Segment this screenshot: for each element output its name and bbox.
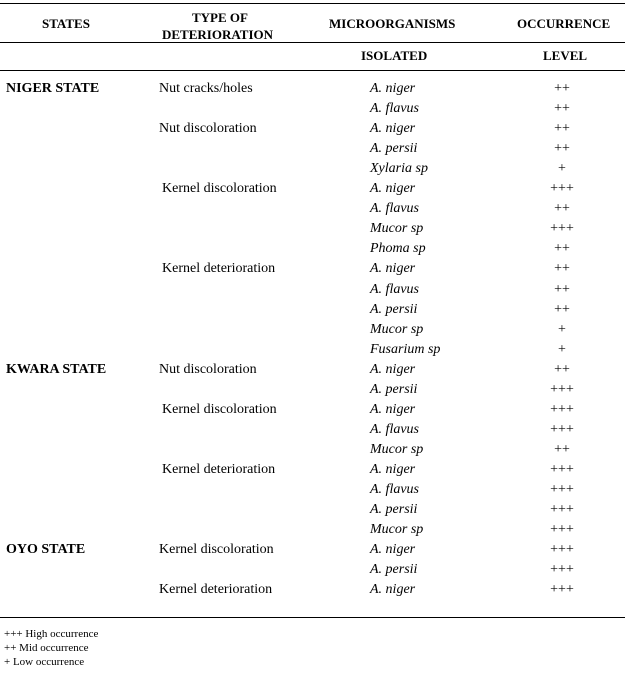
row-occurrence-level: ++ (554, 442, 570, 457)
row-occurrence-level: ++ (554, 81, 570, 96)
row-occurrence-level: ++ (554, 282, 570, 297)
row-microorganism: A. persii (370, 141, 418, 156)
row-deterioration-type: Kernel discoloration (162, 181, 277, 196)
header-micro-line1: MICROORGANISMS (329, 16, 456, 31)
header-bottom-rule (0, 70, 625, 71)
bottom-rule (0, 617, 625, 618)
row-state: OYO STATE (6, 542, 86, 557)
row-occurrence-level: +++ (550, 462, 574, 477)
row-microorganism: A. niger (370, 462, 416, 477)
row-occurrence-level: ++ (554, 141, 570, 156)
row-occurrence-level: + (558, 342, 566, 357)
row-microorganism: A. persii (370, 562, 418, 577)
row-occurrence-level: +++ (550, 382, 574, 397)
row-occurrence-level: ++ (554, 362, 570, 377)
row-microorganism: Fusarium sp (370, 342, 441, 357)
row-microorganism: A. flavus (370, 201, 419, 216)
header-type-line1: TYPE OF (192, 10, 248, 25)
header-divider (0, 42, 625, 43)
row-microorganism: A. niger (370, 402, 416, 417)
row-occurrence-level: + (558, 322, 566, 337)
legend-high: +++ High occurrence (4, 628, 99, 640)
legend-mid: ++ Mid occurrence (4, 642, 89, 654)
row-microorganism: A. flavus (370, 101, 419, 116)
row-microorganism: A. niger (370, 261, 416, 276)
row-microorganism: A. flavus (370, 282, 419, 297)
header-states: STATES (42, 16, 90, 31)
row-occurrence-level: +++ (550, 582, 574, 597)
header-micro-line2: ISOLATED (361, 48, 428, 63)
row-microorganism: A. niger (370, 362, 416, 377)
header-type-line2: DETERIORATION (162, 27, 274, 42)
row-deterioration-type: Nut discoloration (159, 362, 257, 377)
legend-low: + Low occurrence (4, 656, 85, 668)
row-occurrence-level: ++ (554, 101, 570, 116)
row-occurrence-level: ++ (554, 302, 570, 317)
row-occurrence-level: +++ (550, 522, 574, 537)
row-microorganism: Phoma sp (370, 241, 426, 256)
row-microorganism: A. niger (370, 81, 416, 96)
row-deterioration-type: Kernel discoloration (162, 402, 277, 417)
row-occurrence-level: ++ (554, 241, 570, 256)
row-occurrence-level: +++ (550, 402, 574, 417)
row-deterioration-type: Nut discoloration (159, 121, 257, 136)
row-microorganism: Xylaria sp (370, 161, 428, 176)
row-microorganism: Mucor sp (370, 522, 424, 537)
row-microorganism: A. niger (370, 542, 416, 557)
row-microorganism: A. flavus (370, 482, 419, 497)
row-microorganism: A. niger (370, 121, 416, 136)
row-occurrence-level: +++ (550, 482, 574, 497)
row-deterioration-type: Kernel deterioration (159, 582, 273, 597)
row-microorganism: Mucor sp (370, 221, 424, 236)
row-state: NIGER STATE (6, 81, 100, 96)
row-microorganism: A. niger (370, 181, 416, 196)
row-state: KWARA STATE (6, 362, 107, 377)
header-occ-line1: OCCURRENCE (517, 16, 611, 31)
row-occurrence-level: +++ (550, 502, 574, 517)
row-microorganism: A. flavus (370, 422, 419, 437)
header-occ-line2: LEVEL (543, 48, 588, 63)
row-microorganism: A. persii (370, 502, 418, 517)
row-microorganism: A. persii (370, 302, 418, 317)
row-microorganism: A. persii (370, 382, 418, 397)
row-occurrence-level: ++ (554, 201, 570, 216)
row-deterioration-type: Kernel deterioration (162, 261, 276, 276)
row-microorganism: Mucor sp (370, 442, 424, 457)
row-microorganism: A. niger (370, 582, 416, 597)
row-deterioration-type: Kernel discoloration (159, 542, 274, 557)
row-microorganism: Mucor sp (370, 322, 424, 337)
row-occurrence-level: +++ (550, 562, 574, 577)
row-occurrence-level: +++ (550, 181, 574, 196)
row-occurrence-level: + (558, 161, 566, 176)
row-occurrence-level: +++ (550, 221, 574, 236)
row-occurrence-level: +++ (550, 422, 574, 437)
row-occurrence-level: ++ (554, 121, 570, 136)
row-deterioration-type: Nut cracks/holes (159, 81, 253, 96)
row-occurrence-level: ++ (554, 261, 570, 276)
top-rule (0, 3, 625, 4)
row-deterioration-type: Kernel deterioration (162, 462, 276, 477)
row-occurrence-level: +++ (550, 542, 574, 557)
